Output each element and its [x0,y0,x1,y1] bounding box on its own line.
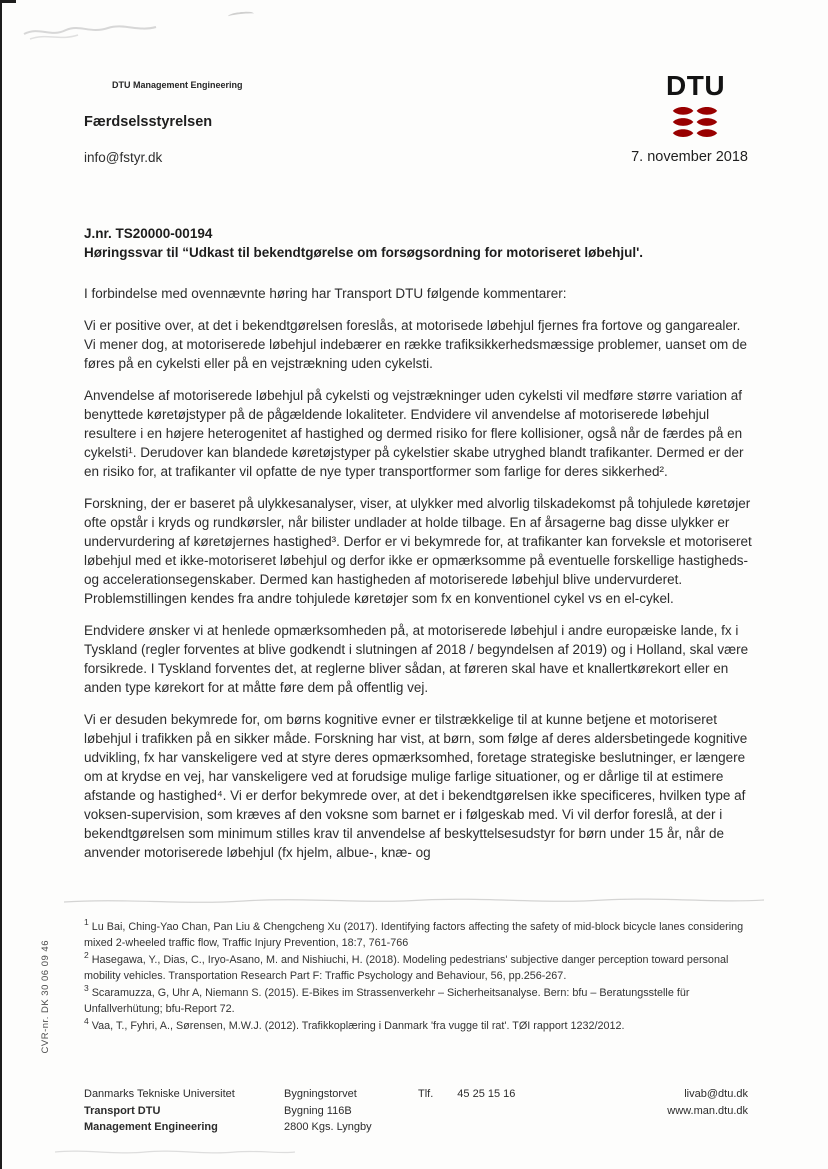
footnotes-section [84,917,756,1037]
body-paragraph-5: Endvidere ønsker vi at henlede opmærksomheden på, at motoriserede løbehjul i andre europæiske lande, fx i Tyskland (regler forventes at blive godkendt i slutningen af 2018 / begyndelsen af 2019) og i Holland, skal være forsikrede. I Tyskland forventes det, at reglerne bliver sådan, at føreren skal have et knallertkørekort eller en anden type kørekort for at måtte føre dem på offentlig vej. [84,623,749,695]
footer-address-line-3: 2800 Kgs. Lyngby [284,1121,372,1133]
footer-phone [418,1086,515,1103]
footer-contact [600,1086,748,1119]
scan-wavy-line-bottom-artifact [55,1146,295,1158]
footer-organization [84,1086,235,1136]
scan-edge-artifact [0,0,2,1169]
footer-org-line-2: Transport DTU [84,1104,161,1117]
footnote-2-text: Hasegawa, Y., Dias, C., Iryo-Asano, M. and Nishiuchi, H. (2018). Modeling pedestrians' subjective danger perception toward personal mobility vehicles. Transportation Research Part F: Traffic Psychology and Behaviour, 56, pp.256-267. [84,954,729,982]
footnote-4-marker: 4 [84,1016,89,1027]
dtu-logo [666,70,726,141]
body-paragraph-4: Forskning, der er baseret på ulykkesanalyser, viser, at ulykker med alvorlig tilskadekomst på tohjulede køretøjer ofte opstår i kryds og rundkørsler, når bilister undlader at holde tilbage. En af årsagerne bag disse ulykker er undervurdering af køretøjernes hastighed³. Derfor er vi bekymrede for, at trafikanter kan forveksle et motoriseret løbehjul med et ikke-motoriseret løbehjul og derfor ikke er opmærksomme på eventuelle forskellige hastigheds- og accelerationsegenskaber. Dermed kan hastigheden af motoriserede løbehjul blive undervurderet. Problemstillingen kendes fra andre tohjulede køretøjer som fx en konventionel cykel vs en el-cykel. [84,496,752,606]
footnote-3-marker: 3 [84,983,89,994]
footer-address-line-2: Bygning 116B [284,1104,352,1117]
body-paragraph-2: Vi er positive over, at det i bekendtgørelsen foreslås, at motorisede løbehjul fjernes fra fortove og gangarealer. Vi mener dog, at motoriserede løbehjul indebærer en række trafiksikkerhedsmæssige problemer, uanset om de føres på en cykelsti eller på en vejstrækning uden cykelsti. [84,318,748,371]
footnote-4 [84,1016,756,1035]
scan-tick-artifact [228,11,254,20]
footer-phone-label: Tlf. [418,1088,434,1100]
scan-smudge-artifact [20,18,160,44]
department-label: DTU Management Engineering [112,80,243,90]
recipient-name: Færdselsstyrelsen [84,114,213,130]
footnote-1-marker: 1 [84,917,89,928]
recipient-email: info@fstyr.dk [84,150,163,165]
footnote-3-text: Scaramuzza, G, Uhr A, Niemann S. (2015). E-Bikes im Strassenverkehr – Sicherheitsanalyse. Bern: bfu – Beratungsstelle für Unfallverhütung; bfu-Report 72. [84,987,690,1015]
letter-date: 7. november 2018 [631,149,748,165]
scan-wavy-line-artifact [64,894,764,908]
body-paragraph-6: Vi er desuden bekymrede for, om børns kognitive evner er tilstrækkelige til at kunne betjene et motoriseret løbehjul i trafikken på en sikker måde. Forskning har vist, at børn, som følge af deres aldersbetingede kognitive udvikling, fx har vanskeligere ved at styre deres opmærksomhed, foretage strategiske beslutninger, er længere om at krydse en vej, har vanskeligere ved at forudsige mulige farlige situationer, og er dårlige til at estimere afstande og hastighed⁴. Vi er derfor bekymrede over, at det i bekendtgørelsen ikke specificeres, hvilken type af voksen-supervision, som kræves af den voksne som barnet er i følgeskab med. Vi vil derfor foreslå, at der i bekendtgørelsen som minimum stilles krav til anvendelse af beskyttelsesudstyr for børn under 15 år, når de anvender motoriserede løbehjul (fx hjelm, albue-, knæ- og [84,712,748,860]
dtu-logo-mark-icon [672,103,718,141]
footnote-1-text: Lu Bai, Ching-Yao Chan, Pan Liu & Chengcheng Xu (2017). Identifying factors affecting the safety of mid-block bicycle lanes considering mixed 2-wheeled traffic flow, Traffic Injury Prevention, 18:7, 761-766 [84,921,744,949]
footnote-1 [84,917,756,951]
footnote-4-text: Vaa, T., Fyhri, A., Sørensen, M.W.J. (2012). Trafikkoplæring i Danmark 'fra vugge til rat'. TØI rapport 1232/2012. [91,1020,625,1032]
footer-address-line-1: Bygningstorvet [284,1088,357,1100]
footer-address [284,1086,372,1136]
scan-corner-artifact [0,0,16,3]
footnote-3 [84,983,756,1017]
footer-contact-website: www.man.dtu.dk [667,1104,748,1117]
letter-body [84,224,752,862]
footer-org-line-3: Management Engineering [84,1121,218,1133]
body-paragraph-3: Anvendelse af motoriserede løbehjul på cykelsti og vejstrækninger uden cykelsti vil medføre større variation af benyttede køretøjstyper på de pågældende lokaliteter. Endvidere vil anvendelse af motoriserede løbehjul resultere i en højere heterogenitet af hastighed og dermed risiko for flere kollisioner, også når de færdes på en cykelsti¹. Derudover kan blandede køretøjstyper på cykelstier skabe utryghed blandt trafikanter. Dermed er der en risiko for, at trafikanter vil opfatte de nye typer transportformer som farlige for deres sikkerhed². [84,388,744,479]
case-number: J.nr. TS20000-00194 [84,226,213,241]
footnote-2 [84,950,756,984]
dtu-logo-text: DTU [666,70,726,101]
cvr-number: CVR-nr. DK 30 06 09 46 [40,940,51,1054]
body-paragraph-1: I forbindelse med ovennævnte høring har Transport DTU følgende kommentarer: [84,286,567,301]
footer-phone-number: 45 25 15 16 [457,1088,516,1100]
footnote-2-marker: 2 [84,950,89,961]
footer-contact-email: livab@dtu.dk [684,1088,748,1100]
footer-org-line-1: Danmarks Tekniske Universitet [84,1088,235,1100]
subject-title: Høringssvar til “Udkast til bekendtgørelse om forsøgsordning for motoriseret løbehjul'. [84,245,644,260]
